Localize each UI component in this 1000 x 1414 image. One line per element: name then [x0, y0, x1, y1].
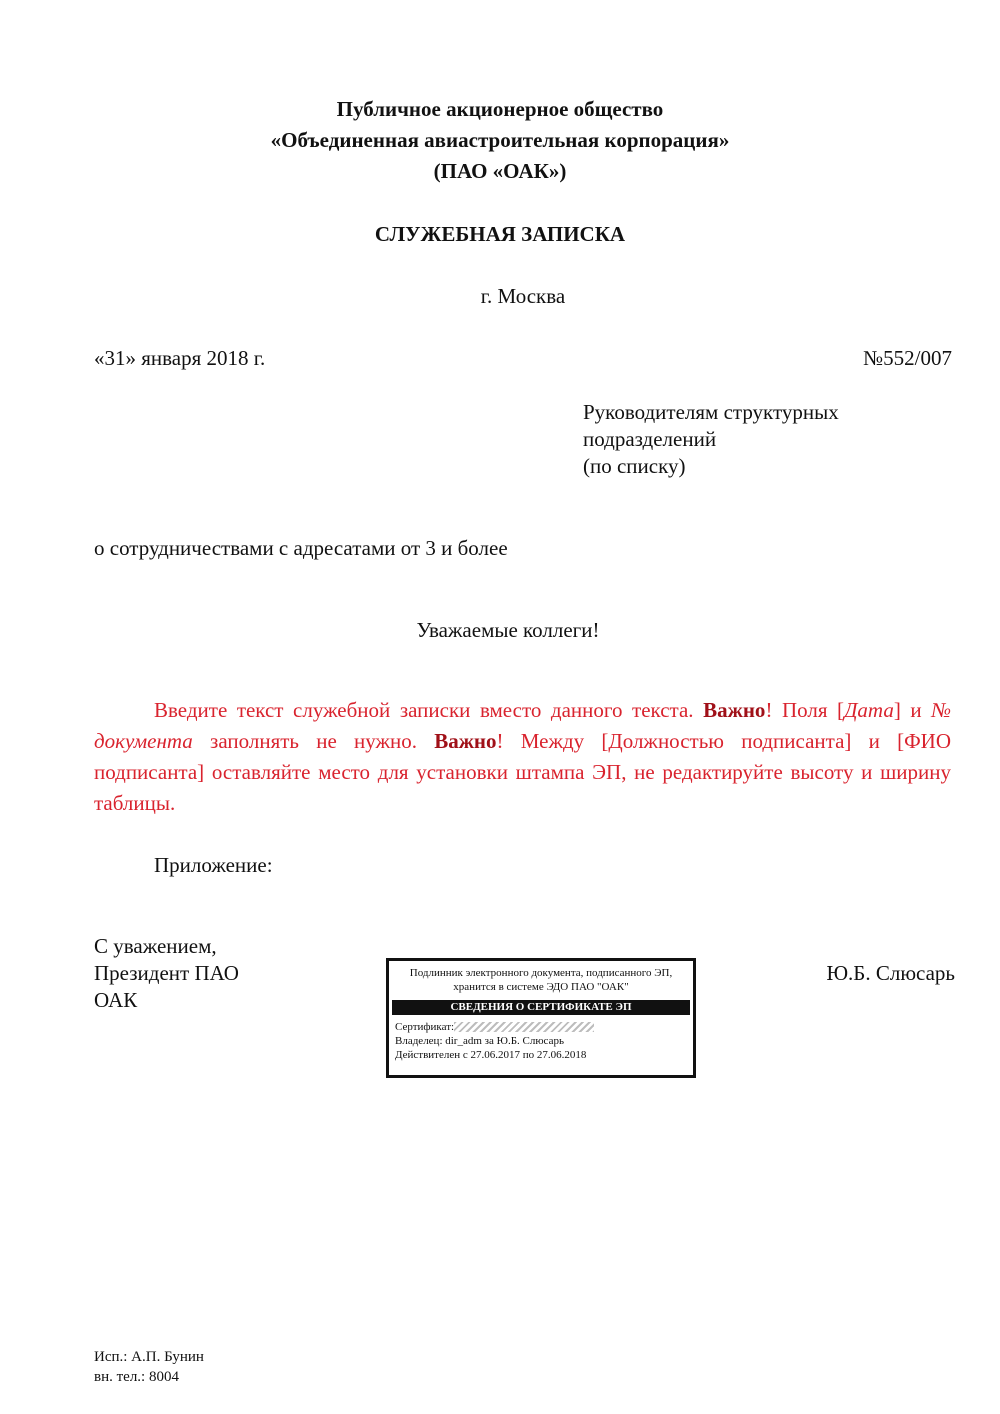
body-date-field: Дата: [844, 698, 894, 722]
executor: Исп.: А.П. Бунин: [94, 1349, 204, 1365]
greeting: Уважаемые коллеги!: [416, 618, 600, 642]
document-number: №552/007: [863, 346, 952, 370]
attachment-label: Приложение:: [154, 853, 273, 877]
closing: С уважением,: [94, 934, 217, 958]
stamp-header: [389, 966, 693, 994]
body-text-1: Введите текст служебной записки вместо данного текста.: [154, 698, 704, 722]
org-name-line1: Публичное акционерное общество: [336, 97, 664, 121]
executor-phone: вн. тел.: 8004: [94, 1369, 179, 1385]
body-important-2: Важно: [434, 729, 497, 753]
stamp-validity: Действителен с 27.06.2017 по 27.06.2018: [395, 1049, 587, 1061]
stamp-certificate-row: [389, 1020, 693, 1034]
document-date: «31» января 2018 г.: [94, 346, 266, 370]
body-important-1: Важно: [703, 698, 766, 722]
addressee-line2: подразделений: [583, 427, 717, 451]
org-name-line2: «Объединенная авиастроительная корпорация»: [270, 128, 730, 152]
document-title: СЛУЖЕБНАЯ ЗАПИСКА: [374, 222, 626, 246]
stamp-certificate-label: Сертификат:: [395, 1021, 455, 1033]
stamp-certificate-bar: СВЕДЕНИЯ О СЕРТИФИКАТЕ ЭП: [392, 1000, 690, 1015]
addressee-line1: Руководителям структурных: [583, 400, 839, 424]
body-text-2: ! Поля [: [765, 698, 845, 722]
city: г. Москва: [480, 284, 566, 308]
subject-line: о сотрудничествами с адресатами от 3 и более: [94, 536, 508, 560]
body-text-3: ] и: [893, 698, 932, 722]
addressee: [583, 399, 839, 480]
stamp-line2: хранится в системе ЭДО ПАО "ОАК": [453, 981, 629, 993]
signer-name: Ю.Б. Слюсарь: [826, 961, 955, 985]
certificate-redacted-mark: [454, 1022, 594, 1032]
body-paragraph: [94, 695, 951, 819]
addressee-line3: (по списку): [583, 454, 686, 478]
stamp-owner: Владелец: dir_adm за Ю.Б. Слюсарь: [395, 1035, 564, 1047]
body-text-5: ! Между [Должностью подписанта] и [ФИО подписанта] оставляйте место для установки штампа ЭП, не редактируйте высоту и ширину таблицы.: [94, 729, 951, 815]
signer-position-line1: Президент ПАО: [94, 961, 239, 985]
e-signature-stamp: [386, 958, 696, 1078]
org-name-line3: (ПАО «ОАК»): [433, 159, 567, 183]
stamp-line1: Подлинник электронного документа, подписанного ЭП,: [409, 967, 673, 979]
body-number-field: № документа: [94, 698, 952, 753]
body-text-4: заполнять не нужно.: [192, 729, 435, 753]
signer-position-line2: ОАК: [94, 988, 138, 1012]
